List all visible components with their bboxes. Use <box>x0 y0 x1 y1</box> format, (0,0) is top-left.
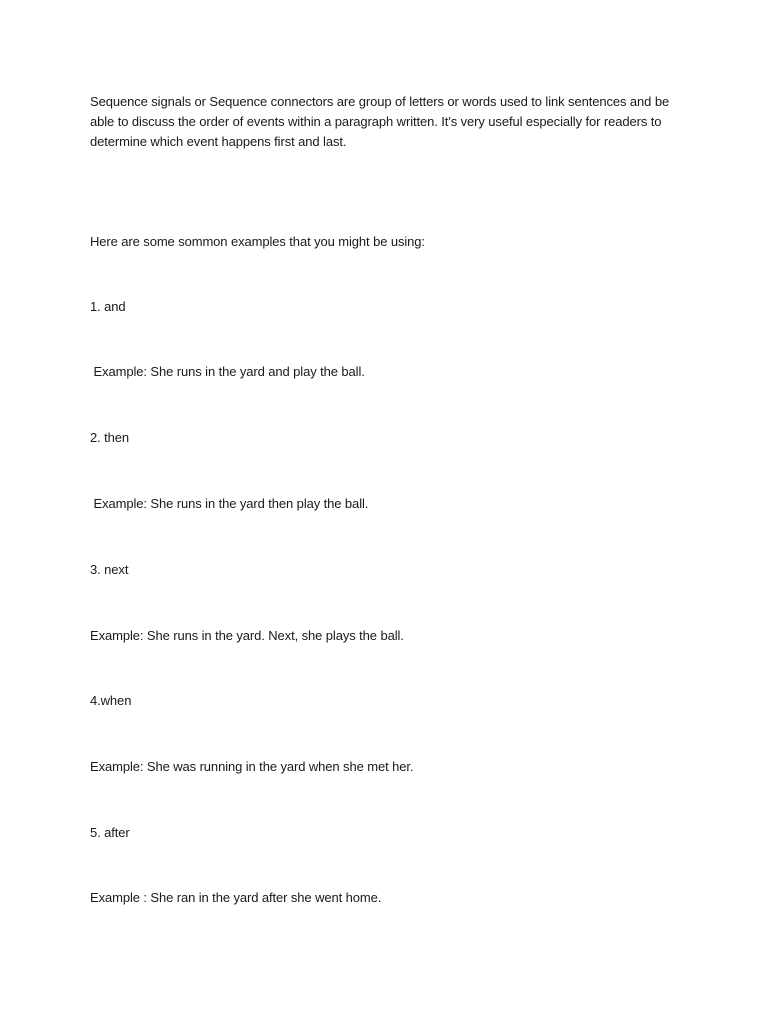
intro-paragraph <box>90 92 690 152</box>
item-term-when: 4.when <box>90 693 132 708</box>
item-term-after: 5. after <box>90 825 130 840</box>
intro-line: determine which event happens first and last. <box>90 134 347 149</box>
item-example-then: Example: She runs in the yard then play the ball. <box>90 496 369 511</box>
lead-in-text: Here are some sommon examples that you might be using: <box>90 234 425 249</box>
item-term-next: 3. next <box>90 562 129 577</box>
item-example-and: Example: She runs in the yard and play the ball. <box>90 364 365 379</box>
item-example-next: Example: She runs in the yard. Next, she plays the ball. <box>90 628 404 643</box>
item-term-then: 2. then <box>90 430 130 445</box>
item-example-when: Example: She was running in the yard when she met her. <box>90 759 414 774</box>
intro-line: Sequence signals or Sequence connectors are group of letters or words used to link sentences and be <box>90 94 670 109</box>
item-term-and: 1. and <box>90 299 126 314</box>
item-example-after: Example : She ran in the yard after she went home. <box>90 890 382 905</box>
intro-line: able to discuss the order of events within a paragraph written. It's very useful especially for readers to <box>90 114 662 129</box>
